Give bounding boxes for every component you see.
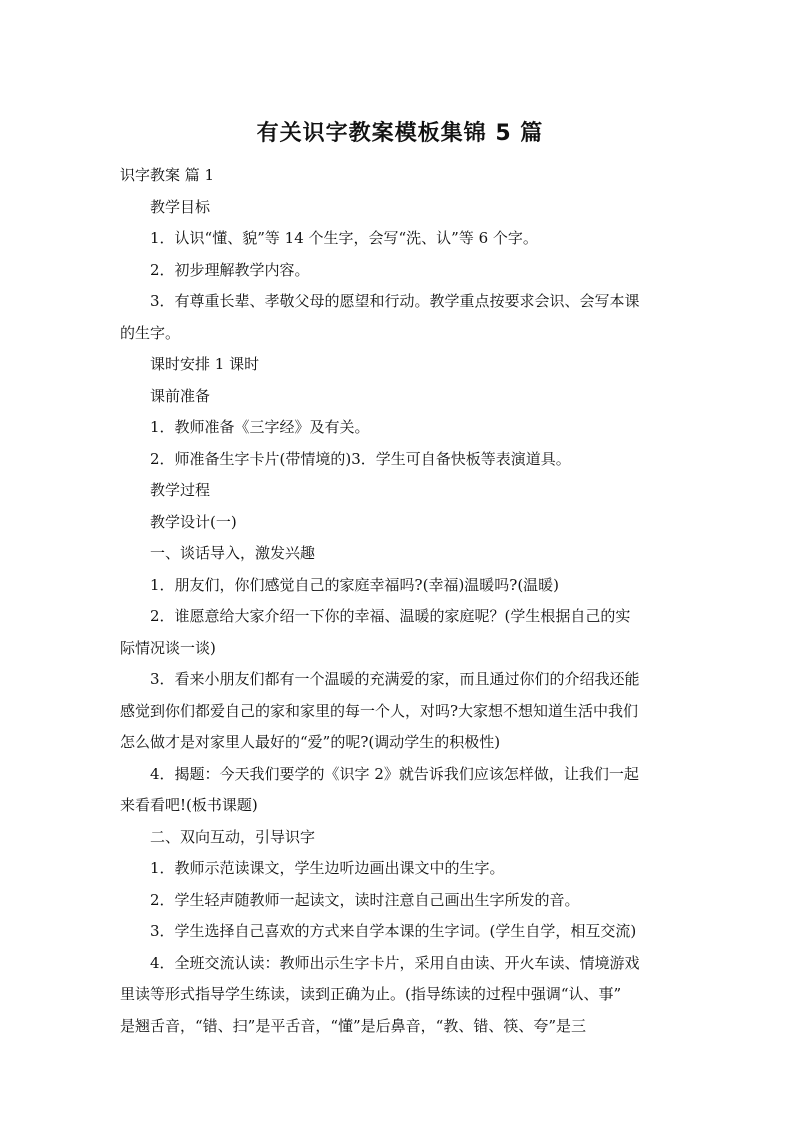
paragraph-line: 2．学生轻声随教师一起读文，读时注意自己画出生字所发的音。: [150, 890, 580, 909]
paragraph-line: 感觉到你们都爱自己的家和家里的每一个人，对吗?大家想不想知道生活中我们: [120, 701, 639, 720]
subheading-teaching-goals: 教学目标: [150, 197, 211, 216]
subheading-preparation: 课前准备: [150, 386, 211, 405]
paragraph-line: 1．朋友们，你们感觉自己的家庭幸福吗?(幸福)温暖吗?(温暖): [150, 575, 560, 594]
paragraph-line: 3．看来小朋友们都有一个温暖的充满爱的家，而且通过你们的介绍我还能: [150, 670, 640, 688]
paragraph-line: 怎么做才是对家里人最好的“爱”的呢?(调动学生的积极性): [120, 733, 501, 751]
paragraph-line: 4．全班交流认读：教师出示生字卡片，采用自由读、开火车读、情境游戏: [150, 953, 640, 972]
document-body: [120, 160, 680, 1042]
paragraph-line: 是翘舌音，“错、扫”是平舌音，“懂”是后鼻音，“教、错、筷、夸”是三: [120, 1016, 587, 1035]
subheading-schedule: 课时安排 1 课时: [150, 355, 260, 373]
paragraph-line: 2．初步理解教学内容。: [150, 260, 310, 279]
paragraph-line: 里读等形式指导学生练读，读到正确为止。(指导练读的过程中强调“认、事”: [120, 985, 622, 1003]
paragraph-line: 际情况谈一谈): [120, 638, 216, 657]
paragraph-line: 2．谁愿意给大家介绍一下你的幸福、温暖的家庭呢？(学生根据自己的实: [150, 607, 631, 625]
paragraph-line: 1．教师准备《三字经》及有关。: [150, 418, 370, 436]
paragraph-line: 来看看吧!(板书课题): [120, 796, 258, 814]
paragraph-line: 的生字。: [120, 323, 181, 342]
document-title: 有关识字教案模板集锦 5 篇: [256, 121, 544, 146]
paragraph-line: 1．认识“懂、貌”等 14 个生字，会写“洗、认”等 6 个字。: [150, 229, 538, 247]
subheading-process: 教学过程: [150, 481, 211, 499]
paragraph-line: 2．师准备生字卡片(带情境的)3．学生可自备快板等表演道具。: [150, 449, 571, 468]
paragraph-line: 3．学生选择自己喜欢的方式来自学本课的生字词。(学生自学，相互交流): [150, 922, 637, 940]
subheading-part-one: 一、谈话导入，激发兴趣: [150, 544, 316, 562]
paragraph-line: 4．揭题：今天我们要学的《识字 2》就告诉我们应该怎样做，让我们一起: [150, 764, 639, 783]
subheading-design: 教学设计(一): [150, 512, 237, 531]
paragraph-line: 1．教师示范读课文，学生边听边画出课文中的生字。: [150, 859, 505, 877]
subheading-part-two: 二、双向互动，引导识字: [150, 827, 316, 846]
paragraph-line: 3．有尊重长辈、孝敬父母的愿望和行动。教学重点按要求会识、会写本课: [150, 292, 640, 310]
section-heading: 识字教案 篇 1: [120, 166, 215, 184]
